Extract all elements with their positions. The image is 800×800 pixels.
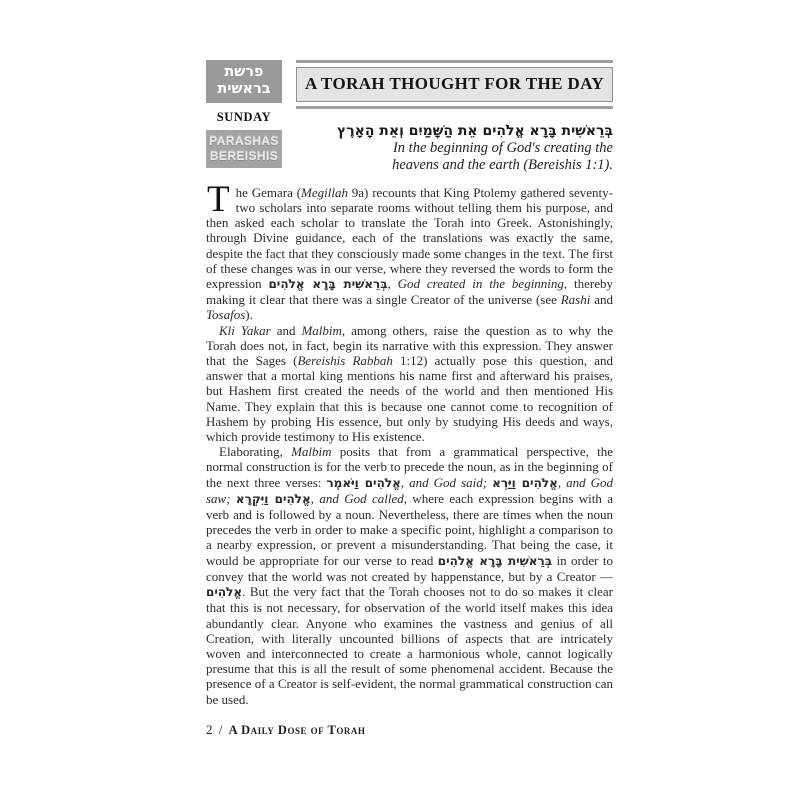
drop-cap: T [207, 178, 230, 220]
page-footer [206, 722, 613, 738]
text-segment: , among others, raise the question as to why the Torah does not, in fact, begin its narrative with this expression. They answer that the Sages ( [206, 322, 613, 369]
paragraph [206, 178, 614, 323]
verse-translation-line1: In the beginning of God's creating the [392, 140, 613, 157]
book-title: A Daily Dose of Torah [228, 722, 366, 737]
parashah-tab-english [206, 130, 282, 168]
text-segment: God created in the beginning [397, 276, 564, 292]
verse-translation-line2: heavens and the earth (Bereishis 1:1). [392, 157, 613, 173]
text-segment: Elaborating, [219, 444, 292, 460]
inline-hebrew-phrase: אֱלֹהִים בָּרָא בְּרֵאשִׁית [268, 277, 388, 292]
text-segment: Rashi [560, 292, 591, 308]
text-segment: Kli Yakar [219, 322, 271, 338]
footer-separator: / [218, 721, 223, 737]
text-segment: , [557, 474, 567, 490]
text-segment: , [387, 276, 398, 292]
text-segment: in order to convey that the world was not created by happenstance, but by a Creator — [206, 552, 613, 584]
parashah-tab-hebrew [206, 60, 282, 103]
parashah-tab-hebrew-line2: בראשית [217, 81, 271, 98]
text-segment: and [590, 292, 613, 308]
text-segment: and God called [319, 490, 404, 506]
verse-block [296, 122, 613, 174]
text-segment: and God saw; [206, 474, 614, 506]
text-segment: , [400, 474, 410, 490]
article-body [206, 178, 614, 707]
text-segment: posits that from a grammatical perspective, the normal construction is for the verb to precede the noun, as in the beginning of the next three verses: [206, 444, 613, 490]
verse-hebrew: בְּרֵאשִׁית בָּרָא אֱלֹהִים אֵת הַשָּׁמַיִם וְאֵת הָאָרֶץ [336, 123, 613, 139]
inline-hebrew-phrase: וַיִּקְרָא אֱלֹהִים [235, 491, 311, 506]
banner-top-rule [296, 60, 613, 63]
parashah-tab-english-line2: BEREISHIS [209, 148, 279, 163]
banner-bottom-rule [296, 106, 613, 109]
paragraph [206, 444, 613, 706]
text-segment: , [310, 490, 320, 506]
parashah-tab-english-line1: PARASHAS [209, 134, 279, 149]
parashah-tab-hebrew-line1: פרשת [224, 64, 264, 80]
text-segment: Bereishis Rabbah [297, 353, 393, 369]
text-segment: , where each expression begins with a verb and is followed by a noun. Nevertheless, there are times when the noun precedes the verb in order to make a specific point, highlight a comparison to a nearby expression, or prevent a misunderstanding. That being the case, it would be appropriate for our verse to read [206, 490, 614, 568]
inline-hebrew-phrase: אֱלֹהִים [206, 585, 243, 600]
banner-title: A TORAH THOUGHT FOR THE DAY [296, 67, 613, 102]
text-segment: he Gemara ( [235, 184, 302, 200]
text-segment: Malbim [291, 444, 332, 460]
text-segment: 1:12) actually pose this question, and answer that a mortal king mentions his name first and afterward his praises, but Hashem first created the needs of the world and then mentioned His Name. They explain that this is because one cannot come to recognition of Hashem by probing His essence, but only by studying His deeds and ways, which provide testimony to His existence. [206, 353, 613, 445]
text-segment: . But the very fact that the Torah chooses not to do so makes it clear that this is not necessary, for observation of the world itself makes this idea abundantly clear. Anyone who examines the vastness and genius of all Creation, with literally uncounted billions of aspects that are intricately woven and interconnected to create a harmonious whole, cannot logically presume that this is all the result of some phenomenal accident. Because the presence of a Creator is self-evident, the normal grammatical construction can be used. [206, 584, 613, 707]
text-segment: Malbim [301, 322, 342, 338]
text-segment: ). [245, 307, 253, 323]
text-segment: Megillah [301, 184, 348, 200]
book-page [206, 60, 613, 738]
page-number: 2 [206, 721, 213, 737]
text-segment: , thereby making it clear that there was a single Creator of the universe (see [206, 276, 614, 308]
text-segment: 9a) recounts that King Ptolemy gathered seventy-two scholars into separate rooms without telling them his purpose, and then asked each scholar to translate the Torah into Greek. Astonishingly, through Divine guidance, each of the translations was exactly the same, despite the fact that they consciously made some changes in the text. The first of these changes was in our verse, where they reversed the words to form the expression [206, 184, 613, 292]
text-segment: Tosafos [206, 307, 246, 323]
text-segment: and [270, 322, 302, 338]
inline-hebrew-phrase: וַיַּרְא אֱלֹהִים [492, 475, 558, 490]
paragraph [206, 323, 613, 445]
header-main [296, 60, 613, 174]
inline-hebrew-phrase: וַיֹּאמֶר אֱלֹהִים [326, 475, 401, 490]
inline-hebrew-phrase: אֱלֹהִים בָּרָא בְּרֵאשִׁית [437, 553, 553, 568]
day-label: SUNDAY [216, 110, 272, 125]
sidebar [206, 60, 282, 168]
page-header [206, 60, 613, 174]
text-segment: and God said; [409, 474, 488, 490]
